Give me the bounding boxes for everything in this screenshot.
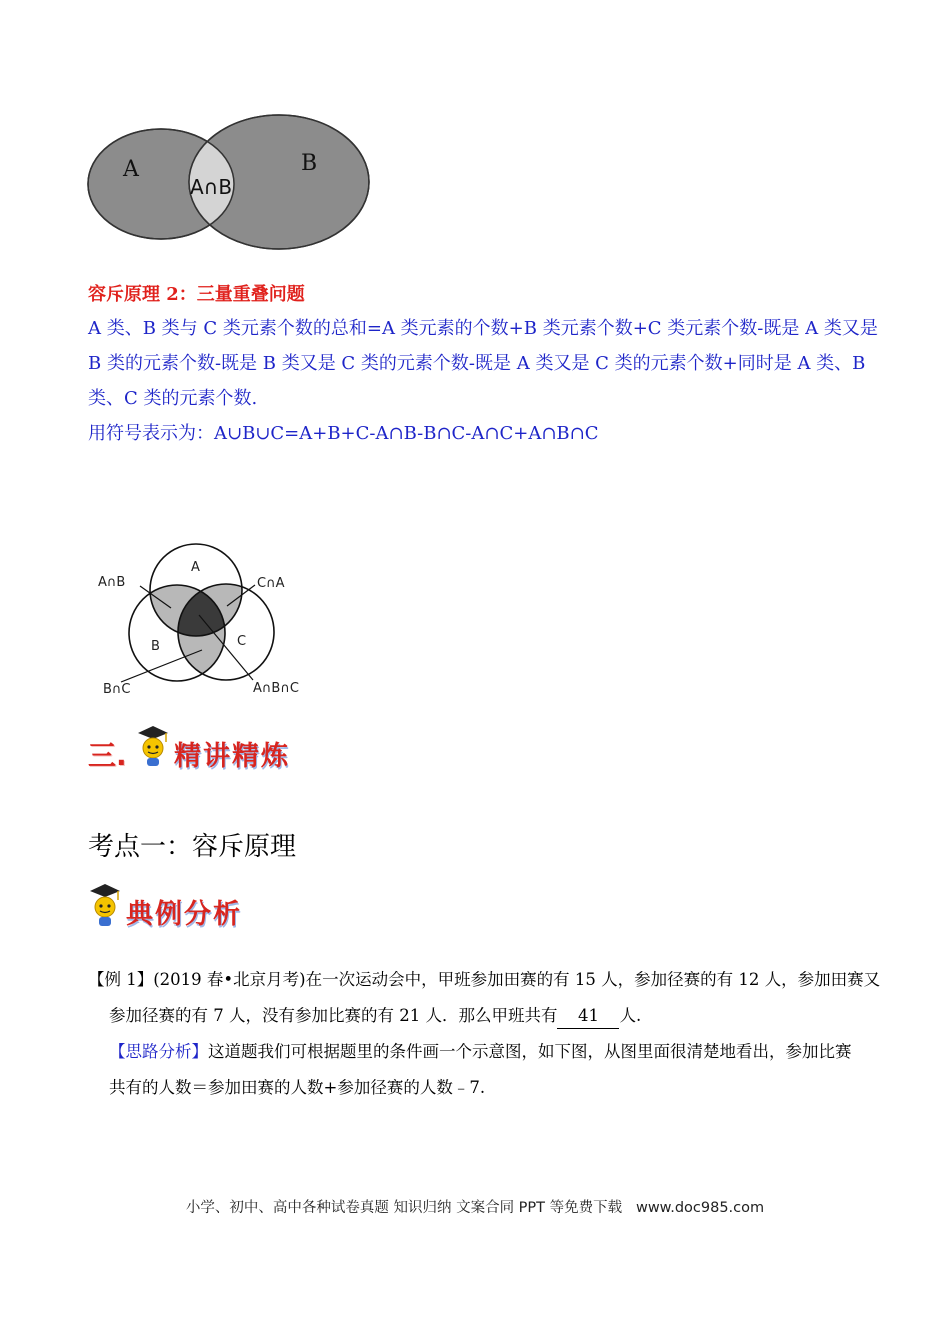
principle2-title: 容斥原理 2：三量重叠问题 [88, 284, 305, 305]
venn3-label-ab: A∩B [98, 575, 126, 590]
analysis-text-line1: 这道题我们可根据题里的条件画一个示意图，如下图，从图里面很清楚地看出，参加比赛 [208, 1042, 852, 1061]
venn3-label-c: C [237, 634, 247, 649]
example1-question-unit: 人. [619, 1006, 642, 1025]
venn3-label-bc: B∩C [103, 682, 131, 697]
section3-title: 精讲精炼 [174, 741, 290, 772]
principle2-line2: B 类的元素个数-既是 B 类又是 C 类的元素个数-既是 A 类又是 C 类的元素个数+同时是 A 类、B [88, 353, 866, 374]
analysis-tag: 【思路分析】 [109, 1042, 208, 1061]
venn3-label-abc: A∩B∩C [253, 681, 299, 696]
example1-tag: 【例 1】 [88, 970, 154, 989]
principle2-formula: 用符号表示为：A∪B∪C=A+B+C-A∩B-B∩C-A∩C+A∩B∩C [88, 423, 599, 444]
example1-question-line2: 参加径赛的有 7 人，没有参加比赛的有 21 人．那么甲班共有 [109, 1006, 558, 1025]
section3-banner [88, 724, 318, 774]
example1-question-line1: (2019 春•北京月考)在一次运动会中，甲班参加田赛的有 15 人，参加径赛的有 12 人，参加田赛又 [153, 970, 881, 989]
principle2-line3: 类、C 类的元素个数. [88, 388, 258, 409]
example1-line1 [88, 962, 881, 998]
principle2-line1: A 类、B 类与 C 类元素个数的总和=A 类元素的个数+B 类元素个数+C 类元素个数-既是 A 类又是 [88, 318, 878, 339]
venn2-label-a: A [123, 157, 139, 182]
venn3-label-ca: C∩A [257, 576, 285, 591]
example1-analysis-line1 [88, 1034, 878, 1070]
example1-block [88, 962, 881, 1106]
mascot-icon [136, 724, 170, 768]
example-banner-title: 典例分析 [126, 899, 242, 930]
venn3-label-b: B [151, 639, 160, 654]
example1-analysis-line2: 共有的人数＝参加田赛的人数+参加径赛的人数﹣7. [109, 1078, 486, 1097]
topic1-title: 考点一：容斥原理 [88, 832, 297, 862]
venn2-label-ab: A∩B [190, 175, 233, 199]
venn2-label-b: B [301, 151, 318, 176]
example-banner [88, 880, 288, 932]
example1-line2 [88, 998, 878, 1034]
venn-two-sets [86, 112, 372, 254]
venn-three-sets [95, 540, 335, 700]
example1-answer: 41 [557, 1004, 619, 1029]
page-footer: 小学、初中、高中各种试卷真题 知识归纳 文案合同 PPT 等免费下载 www.doc985.com [185, 1200, 765, 1216]
section3-number: 三. [88, 739, 127, 772]
mascot-icon [88, 882, 122, 928]
principle2-body [88, 311, 878, 451]
venn3-label-a: A [191, 560, 200, 575]
